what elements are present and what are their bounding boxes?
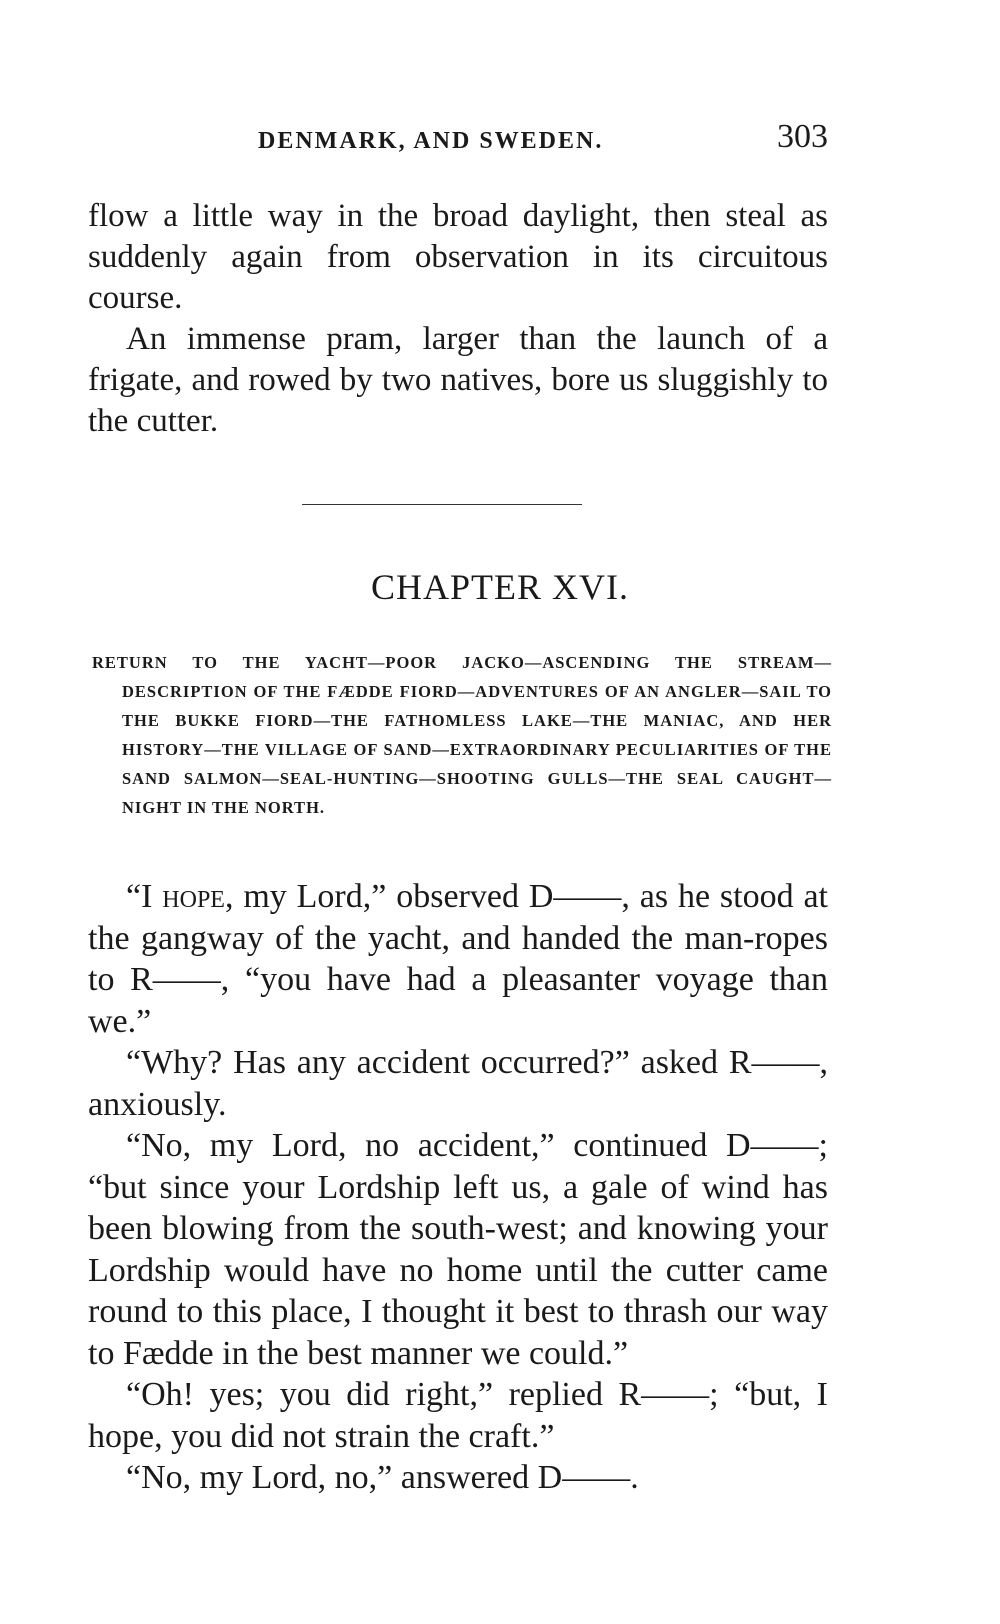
section-divider	[302, 504, 582, 505]
body-paragraph-1	[88, 876, 828, 1042]
paragraph-smallcaps-word: hope	[162, 878, 225, 915]
chapter-synopsis: RETURN TO THE YACHT—POOR JACKO—ASCENDING THE STREAM—DESCRIPTION OF THE FÆDDE FIORD—ADVENTURES OF AN ANGLER—SAIL TO THE BUKKE FIORD—THE FATHOMLESS LAKE—THE MANIAC, AND HER HISTORY—THE VILLAGE OF SAND—EXTRAORDINARY PECULIARITIES OF THE SAND SALMON—SEAL-HUNTING—SHOOTING GULLS—THE SEAL CAUGHT—NIGHT IN THE NORTH.	[92, 653, 832, 817]
running-head	[88, 118, 828, 158]
continuation-paragraph-1: flow a little way in the broad daylight, then steal as suddenly again from observation in its circuitous course.	[88, 198, 828, 316]
running-title: DENMARK, AND SWEDEN.	[258, 128, 604, 154]
body-paragraph-4: “Oh! yes; you did right,” replied R——; “but, I hope, you did not strain the craft.”	[88, 1376, 828, 1455]
paragraph-1-rest: , my Lord,” observed D——, as he stood at the gangway of the yacht, and handed the man-ropes to R——, “you have had a pleasanter voyage than we.”	[88, 878, 828, 1040]
chapter-title: CHAPTER XVI.	[370, 567, 629, 607]
continuation-paragraph-2: An immense pram, larger than the launch of a frigate, and rowed by two natives, bore us sluggishly to the cutter.	[88, 321, 828, 439]
continuation-text	[88, 196, 828, 442]
body-paragraph-5: “No, my Lord, no,” answered D——.	[126, 1459, 639, 1496]
chapter-body	[88, 876, 828, 1499]
body-paragraph-2: “Why? Has any accident occurred?” asked R——, anxiously.	[88, 1044, 828, 1123]
body-paragraph-3: “No, my Lord, no accident,” continued D——; “but since your Lordship left us, a gale of wind has been blowing from the south-west; and knowing your Lordship would have no home until the cutter came round to this place, I thought it best to thrash our way to Fædde in the best manner we could.”	[88, 1127, 828, 1372]
paragraph-opening-quote: “I	[126, 878, 163, 915]
page-number: 303	[777, 118, 828, 155]
